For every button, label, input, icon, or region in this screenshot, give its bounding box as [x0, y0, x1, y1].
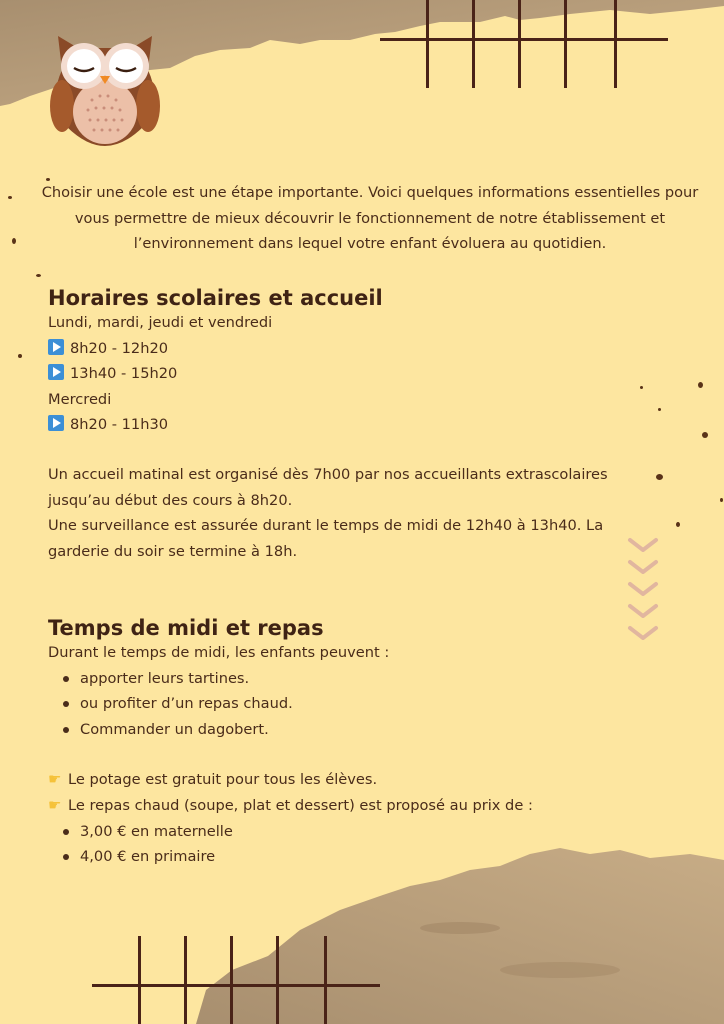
days-label: Lundi, mardi, jeudi et vendredi — [48, 314, 273, 331]
pointing-hand-icon: ☛ — [48, 795, 62, 814]
grid-ornament-bottom — [92, 936, 382, 1024]
accueil-text: Un accueil matinal est organisé dès 7h00 par nos accueillants extrascolaires jusqu’au début des cours à 8h20. — [48, 465, 608, 509]
note — [48, 793, 668, 819]
intro-paragraph: Choisir une école est une étape importante. Voici quelques informations essentielles pour vous permettre de mieux découvrir le fonctionnement de notre établissement et l’environnement dans lequel votre enfant évoluera au quotidien. — [41, 184, 699, 252]
speck — [18, 354, 22, 358]
time-slot — [48, 412, 668, 438]
section-horaires — [48, 286, 668, 564]
grid-ornament-top — [380, 0, 670, 90]
accueil-paragraph — [48, 462, 668, 564]
time-slot-text: 13h40 - 15h20 — [70, 365, 178, 383]
note — [48, 767, 668, 793]
owl-illustration — [44, 30, 166, 148]
time-slot-text: 8h20 - 11h30 — [70, 416, 169, 434]
lead-text: Durant le temps de midi, les enfants peuvent : — [48, 644, 390, 661]
options-list — [48, 666, 668, 743]
list-item: 4,00 € en primaire — [80, 844, 668, 870]
speck — [8, 196, 12, 199]
list-item: ou profiter d’un repas chaud. — [80, 691, 668, 717]
list-item: apporter leurs tartines. — [80, 666, 668, 692]
play-button-icon — [48, 339, 64, 355]
surveillance-text: Une surveillance est assurée durant le temps de midi de 12h40 à 13h40. La garderie du soir se termine à 18h. — [48, 517, 604, 560]
speck — [702, 432, 708, 438]
speck — [12, 238, 16, 244]
note-text: Le potage est gratuit pour tous les élèves. — [68, 771, 378, 789]
play-button-icon — [48, 364, 64, 380]
pointing-hand-icon: ☛ — [48, 770, 62, 789]
days-label: Mercredi — [48, 390, 112, 408]
time-slot-text: 8h20 - 12h20 — [70, 339, 169, 357]
section-title-horaires: Horaires scolaires et accueil — [48, 286, 383, 310]
time-slot — [48, 336, 668, 362]
section-title-midi: Temps de midi et repas — [48, 616, 324, 640]
play-button-icon — [48, 415, 64, 431]
note-text: Le repas chaud (soupe, plat et dessert) est proposé au prix de : — [68, 796, 533, 814]
list-item: 3,00 € en maternelle — [80, 819, 668, 845]
speck — [676, 522, 680, 527]
speck — [698, 382, 703, 388]
speck — [36, 274, 41, 277]
speck — [720, 498, 723, 502]
time-slot — [48, 361, 668, 387]
section-midi — [48, 616, 668, 870]
list-item: Commander un dagobert. — [80, 717, 668, 743]
